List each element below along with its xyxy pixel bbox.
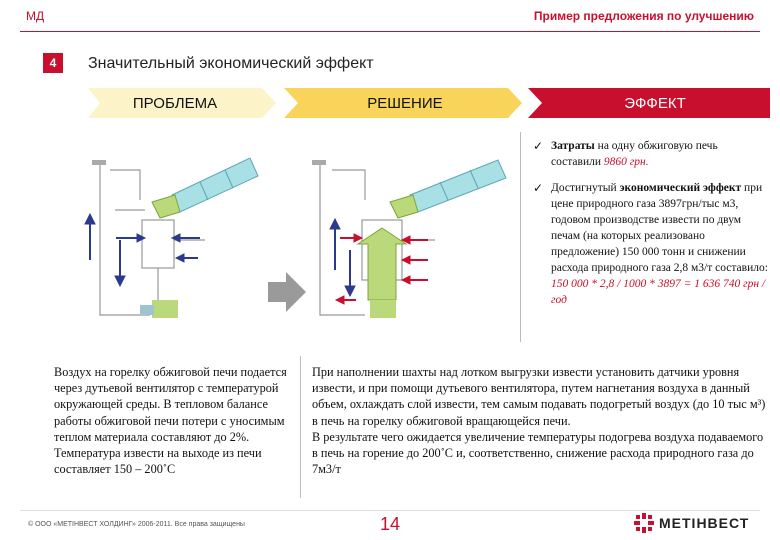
kiln-drum [390,160,506,218]
page-number: 14 [380,514,401,534]
header-title: Пример предложения по улучшению [533,9,754,23]
cooling-air-arrow-icon [358,228,406,300]
column-divider [300,356,301,498]
solution-description: При наполнении шахты над лотком выгрузки извести установить датчики уровня извести, и при помощи дутьевого вентилятора, путем нагнетания воздуха в данный объем, охлаждать слой извести, тем самым подавать подогретый воздух (до 10 тыс м³) в печь на горелку обжиговой вращающейся печи. В результате чего ожидается увеличение температуры подогрева воздуха подаваемого в печь на горение до 200˚С и, соответственно, снижение расхода природного газа до 7м3/т [312,365,766,477]
effect-savings-item: ✓ Достигнутый экономический эффект при цене природного газа 3897грн/тыс м3, годовом производстве извести по двум печам (на которых реализовано предложение) 150 000 тонн и снижении расхода природного газа 2,8 м3/т составило: 150 000 * 2,8 / 1000 * 3897 = 1 636 740 грн / год [533,181,768,306]
kiln-drum [152,158,258,218]
footer-divider [20,510,760,511]
step-problem-label: ПРОБЛЕМА [132,95,218,112]
effect-cost-item: ✓ Затраты на одну обжиговую печь составили 9860 грн. [533,139,718,168]
step-effect-label: ЭФФЕКТ [624,95,686,112]
problem-diagram [80,140,265,330]
slide-title: Значительный экономический эффект [88,55,374,72]
company-logo [634,513,749,533]
slide-number-badge: 4 [43,53,63,73]
checkmark-icon: ✓ [533,181,544,195]
logo-wordmark: МЕТІНВЕСТ [659,515,750,531]
problem-description: Воздух на горелку обжиговой печи подается через дутьевой вентилятор с температурой окружающей среды. В тепловом балансе работы обжиговой печи потери с уносимым теплом материала составляют до 2%. Температура извести на выходе из печи составляет 150 – 200˚С [54,365,287,477]
logo-icon [634,513,654,533]
section-code: МД [26,9,45,23]
step-solution-label: РЕШЕНИЕ [367,95,443,112]
copyright: © ООО «МЕТІНВЕСТ ХОЛДИНГ» 2006-2011. Все права защищены [28,521,245,528]
solution-diagram [310,140,515,330]
transition-arrow-icon [268,272,306,312]
effect-panel [520,132,774,342]
checkmark-icon: ✓ [533,139,544,153]
